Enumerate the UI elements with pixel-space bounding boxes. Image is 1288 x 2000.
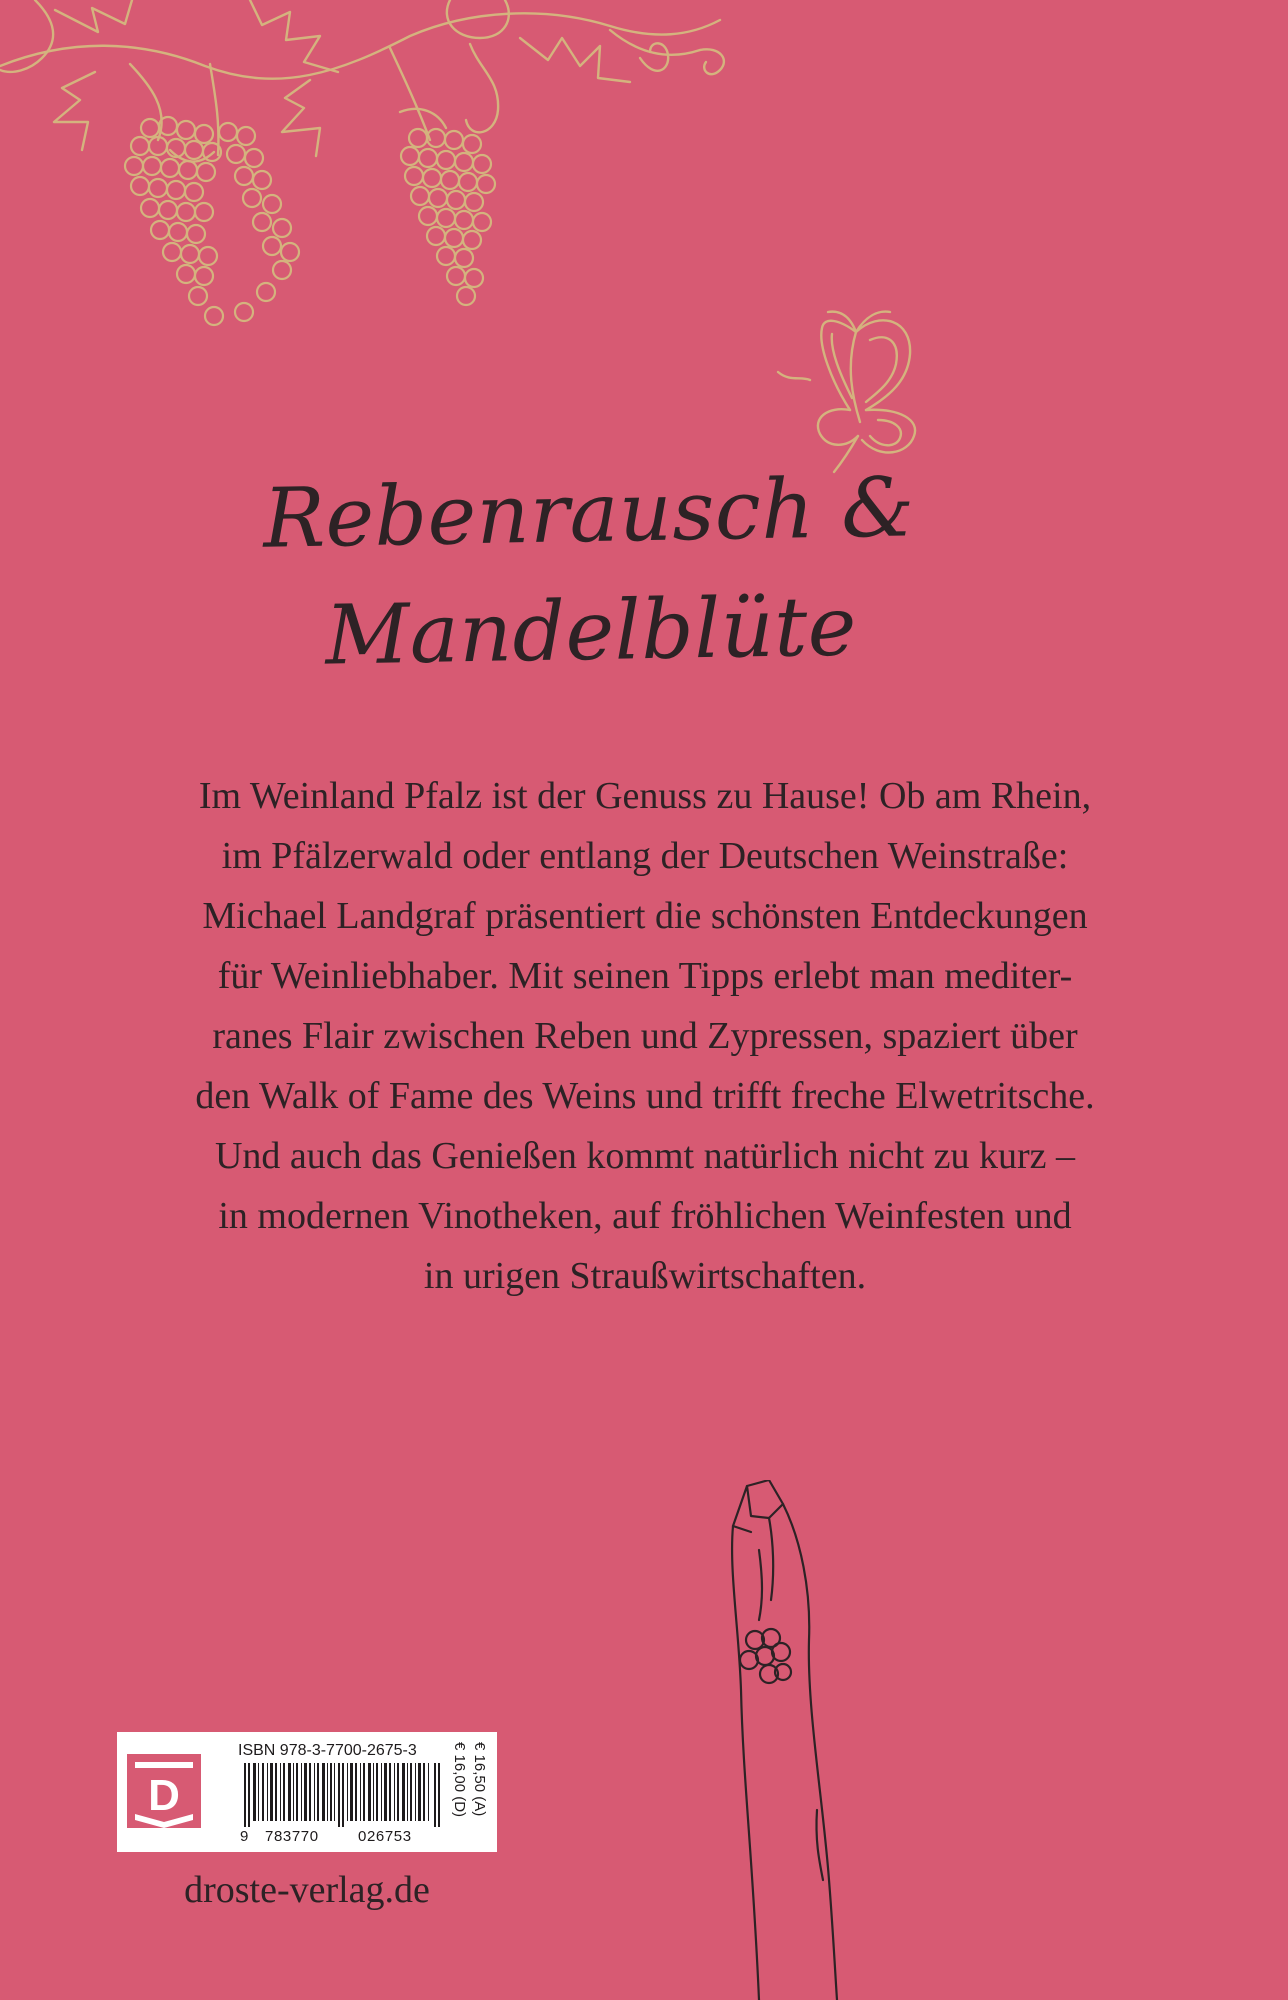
blurb-line: im Pfälzerwald oder entlang der Deutschen Weinstraße: bbox=[221, 835, 1069, 877]
publisher-logo-letter: D bbox=[148, 1771, 180, 1820]
barcode-digits bbox=[238, 1828, 450, 1846]
blurb-line: ranes Flair zwischen Reben und Zypressen, spaziert über bbox=[212, 1015, 1078, 1057]
title-line-1: Rebenrausch & bbox=[262, 460, 916, 567]
book-blurb bbox=[115, 766, 1175, 1306]
barcode-label bbox=[117, 1732, 497, 1852]
blurb-line: den Walk of Fame des Weins und trifft freche Elwetritsche. bbox=[195, 1075, 1095, 1117]
grapevine-illustration-icon bbox=[0, 0, 760, 360]
publisher-logo-icon bbox=[127, 1754, 201, 1828]
title-line-2: Mandelblüte bbox=[324, 579, 858, 684]
publisher-website: droste-verlag.de bbox=[184, 1869, 430, 1911]
barcode-digit-group-b: 026753 bbox=[358, 1828, 412, 1845]
barcode-bars bbox=[238, 1763, 450, 1827]
blurb-line: in urigen Straußwirtschaften. bbox=[423, 1255, 867, 1297]
blurb-line: in modernen Vinotheken, auf fröhlichen Weinfesten und bbox=[218, 1195, 1072, 1237]
isbn-label: ISBN 978-3-7700-2675-3 bbox=[238, 1742, 417, 1759]
barcode-digit-lead: 9 bbox=[240, 1828, 249, 1845]
price-germany: € 16,00 (D) bbox=[451, 1742, 468, 1818]
price-austria: € 16,50 (A) bbox=[471, 1742, 488, 1817]
book-title bbox=[218, 449, 962, 698]
blurb-line: Und auch das Genießen kommt natürlich nicht zu kurz – bbox=[214, 1135, 1076, 1177]
blurb-line: Michael Landgraf präsentiert die schönsten Entdeckungen bbox=[202, 895, 1088, 937]
blurb-line: Im Weinland Pfalz ist der Genuss zu Hause! Ob am Rhein, bbox=[198, 775, 1092, 817]
wine-bottle-illustration-icon bbox=[725, 1480, 845, 2000]
blurb-line: für Weinliebhaber. Mit seinen Tipps erlebt man mediter- bbox=[217, 955, 1073, 997]
barcode-digit-group-a: 783770 bbox=[265, 1828, 319, 1845]
